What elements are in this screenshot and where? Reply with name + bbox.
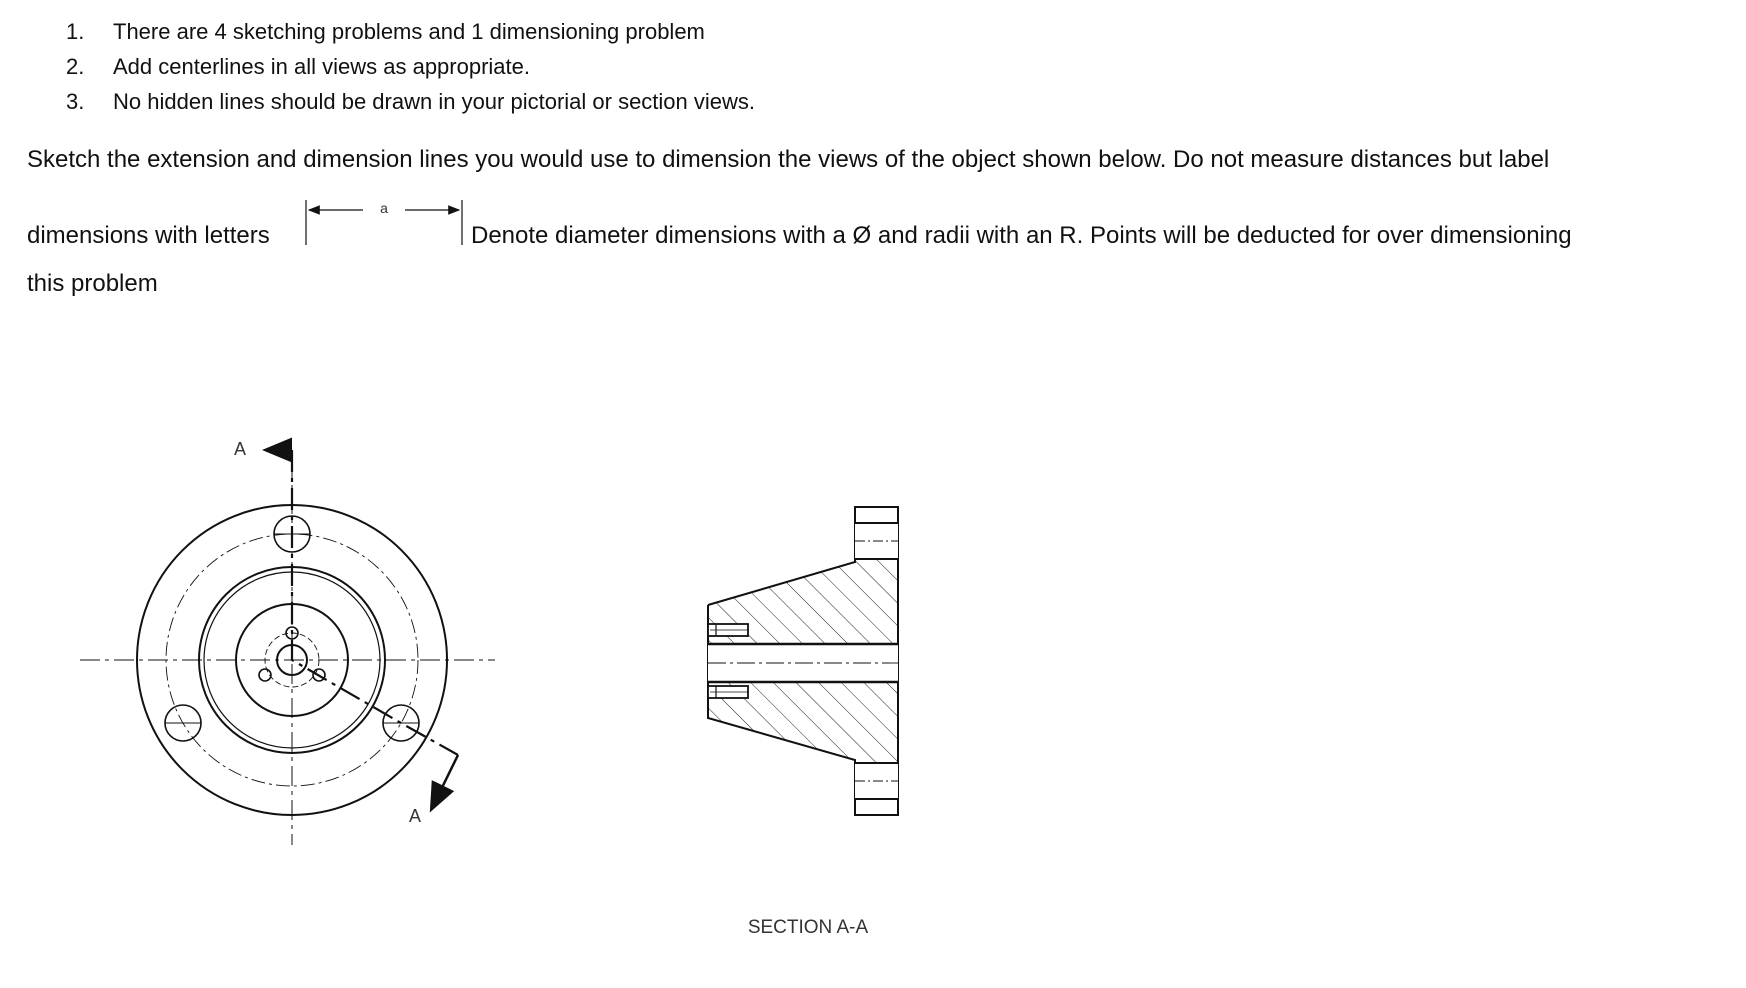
paragraph-line-2a: dimensions with letters (27, 222, 270, 249)
cutting-arrow-bottom (432, 755, 458, 808)
list-text: No hidden lines should be drawn in your pictorial or section views. (113, 89, 756, 114)
list-number: 1. (66, 19, 85, 44)
cut-label-top: A (233, 439, 247, 459)
section-view (708, 507, 898, 815)
dimension-letter: a (380, 200, 388, 216)
list-text: Add centerlines in all views as appropriate. (113, 54, 531, 79)
front-view (80, 450, 495, 845)
section-caption: SECTION A-A (747, 917, 869, 938)
cut-label-bottom: A (408, 806, 422, 826)
list-text: There are 4 sketching problems and 1 dimensioning problem (113, 19, 705, 44)
paragraph-line-3: this problem (27, 270, 158, 297)
flange-top-end (855, 507, 898, 523)
paragraph-line-2b: Denote diameter dimensions with a Ø and radii with an R. Points will be deducted for over dimensioning (471, 222, 1572, 249)
list-number: 2. (66, 54, 85, 79)
list-number: 3. (66, 89, 85, 114)
flange-bottom-end (855, 799, 898, 815)
paragraph-line-1: Sketch the extension and dimension lines you would use to dimension the views of the object shown below. Do not measure distances but label (27, 146, 1550, 173)
